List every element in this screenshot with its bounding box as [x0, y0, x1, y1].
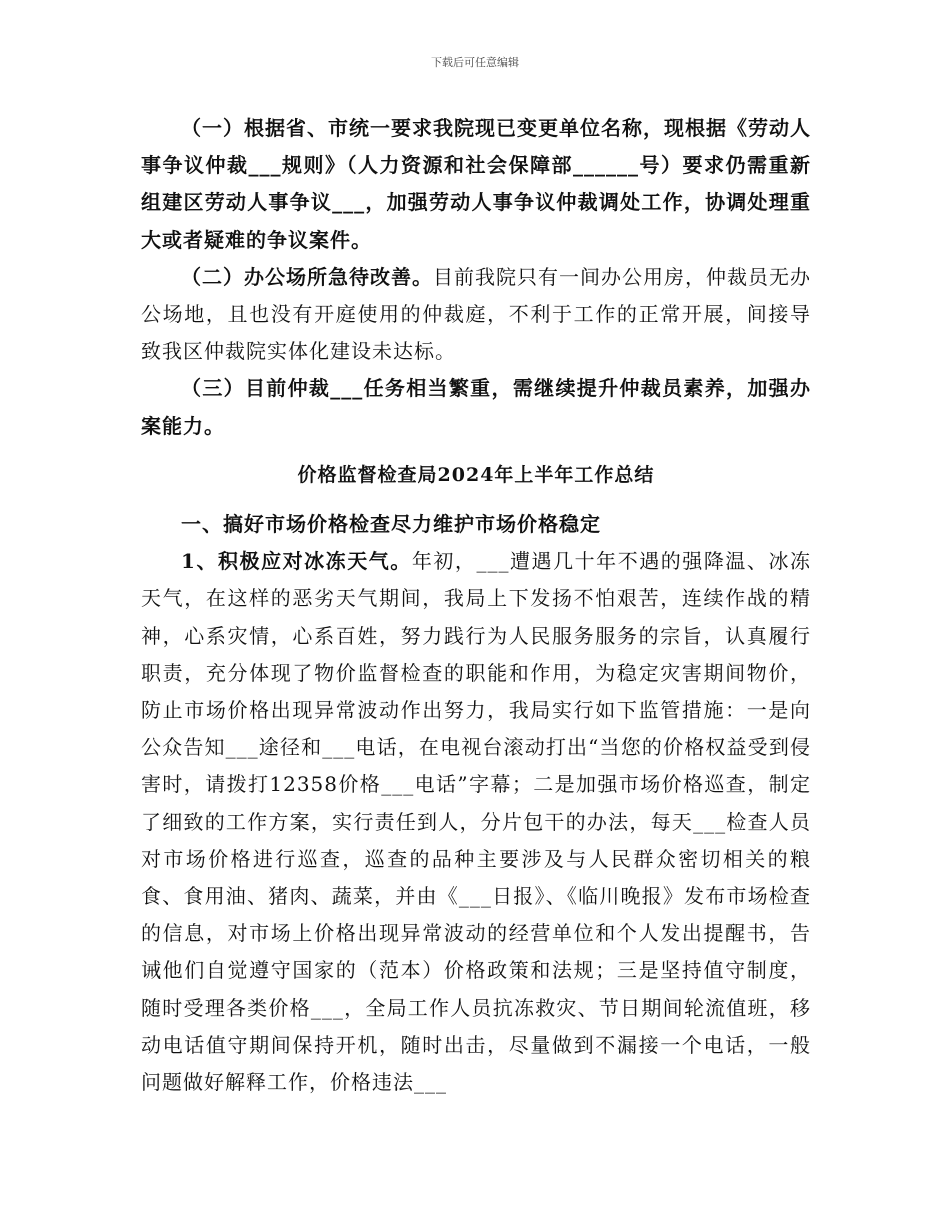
section-heading-1: 一、搞好市场价格检查尽力维护市场价格稳定 [181, 512, 601, 537]
paragraph-1: （一）根据省、市统一要求我院现已变更单位名称，现根据《劳动人事争议仲裁___规则》（人力资源和社会保障部______号）要求仍需重新组建区劳动人事争议___，加强劳动人事争议仲裁调处工作，协调处理重大或者疑难的争议案件。 [141, 116, 811, 252]
page-header-note: 下载后可任意编辑 [431, 56, 519, 69]
paragraph-4 [141, 543, 811, 1101]
paragraph-4-lead: 1、积极应对冰冻天气。 [181, 549, 412, 574]
paragraph-2 [141, 259, 811, 371]
paragraph-3: （三）目前仲裁___任务相当繁重，需继续提升仲裁员素养，加强办案能力。 [141, 376, 811, 438]
document-title: 价格监督检查局2024年上半年工作总结 [297, 463, 655, 486]
paragraph-4-rest: 年初，___遭遇几十年不遇的强降温、冰冻天气，在这样的恶劣天气期间，我局上下发扬不怕艰苦，连续作战的精神，心系灾情，心系百姓，努力践行为人民服务服务的宗旨，认真履行职责，充分体现了物价监督检查的职能和作用，为稳定灾害期间物价，防止市场价格出现异常波动作出努力，我局实行如下监管措施：一是向公众告知___途径和___电话，在电视台滚动打出“当您的价格权益受到侵害时，请拨打12358价格___电话”字幕；二是加强市场价格巡查，制定了细致的工作方案，实行责任到人，分片包干的办法，每天___检查人员对市场价格进行巡查，巡查的品种主要涉及与人民群众密切相关的粮食、食用油、猪肉、蔬菜，并由《___日报》、《临川晚报》发布市场检查的信息，对市场上价格出现异常波动的经营单位和个人发出提醒书，告诫他们自觉遵守国家的（范本）价格政策和法规；三是坚持值守制度，随时受理各类价格___，全局工作人员抗冻救灾、节日期间轮流值班，移动电话值守期间保持开机，随时出击，尽量做到不漏接一个电话，一般问题做好解释工作，价格违法___ [141, 549, 811, 1095]
paragraph-2-rest: 目前我院只有一间办公用房，仲裁员无办公场地，且也没有开庭使用的仲裁庭，不利于工作的正常开展，间接导致我区仲裁院实体化建设未达标。 [141, 264, 811, 364]
document-body [141, 110, 811, 1101]
paragraph-2-lead: （二）办公场所急待改善。 [181, 264, 433, 289]
